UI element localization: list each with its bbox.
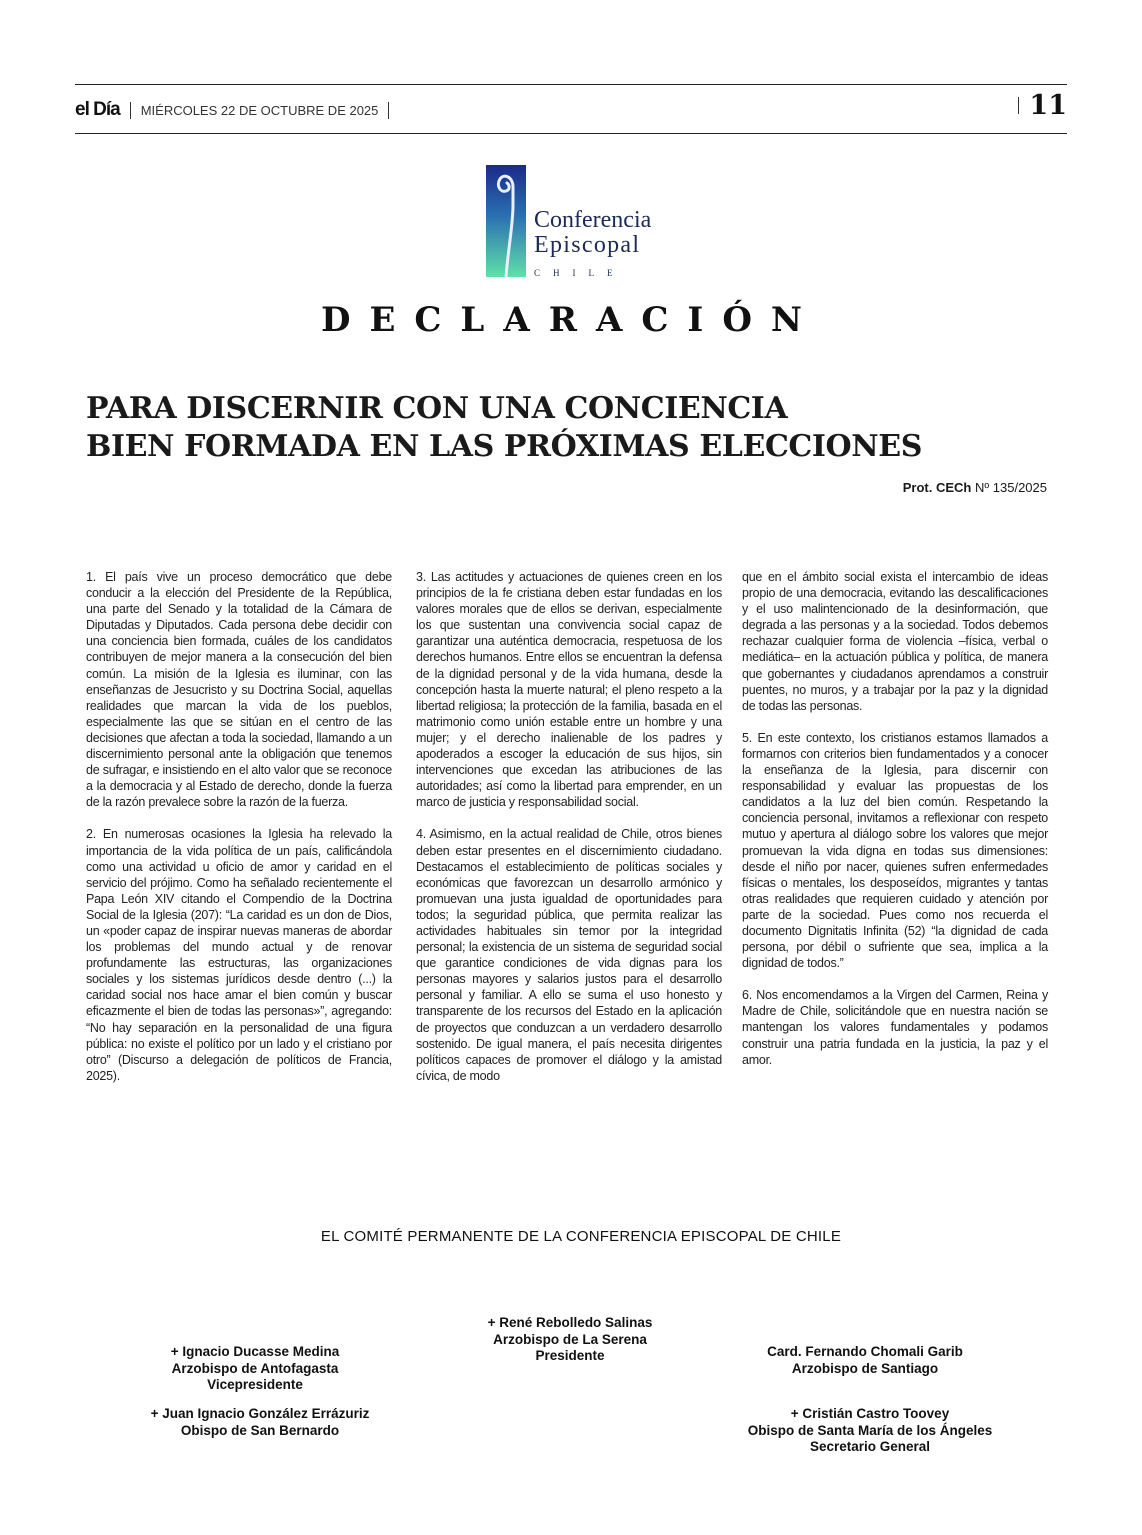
- protocol-number: Nº 135/2025: [975, 480, 1047, 495]
- signatory-name: + Ignacio Ducasse Medina: [170, 1344, 340, 1359]
- header-divider: [388, 102, 389, 119]
- signatory-role: Arzobispo de Antofagasta: [171, 1360, 339, 1376]
- text-column-3: [742, 569, 1048, 1084]
- signatory-vicepresident: [135, 1344, 375, 1394]
- signatory-role: Obispo de Santa María de los Ángeles: [747, 1422, 993, 1438]
- paragraph-1: 1. El país vive un proceso democrático que debe conducir a la elección del Presidente de la República, una parte del Senado y la totalidad de la Cámara de Diputadas y Diputados. Cada persona debe decidir con una conciencia bien formada, cuáles de los candidatos contribuyen de mejor manera a la consecución del bien común. La misión de la Iglesia es iluminar, con las enseñanzas de Jesucristo y su Doctrina Social, aquellas realidades que marcan la vida de los pueblos, especialmente las que se sitúan en el centro de las decisiones que afectan a toda la sociedad, llamando a un discernimiento personal ante la obligación que tenemos de sufragar, e insistiendo en el alto valor que se reconoce a la democracia y al Estado de derecho, donde la fuerza de la razón prevalece sobre la razón de la fuerza.: [86, 570, 392, 810]
- header-top-rule: [75, 84, 1067, 85]
- signatory-role: Obispo de San Bernardo: [180, 1422, 340, 1438]
- text-column-1: [86, 569, 392, 1100]
- committee-heading: EL COMITÉ PERMANENTE DE LA CONFERENCIA EPISCOPAL DE CHILE: [320, 1228, 842, 1245]
- page-number-block: [1008, 90, 1067, 121]
- text-column-2: [416, 569, 722, 1100]
- page-number: 11: [1029, 90, 1067, 121]
- signatory-name: + Juan Ignacio González Errázuriz: [150, 1406, 370, 1421]
- signatory-role: Arzobispo de La Serena: [493, 1331, 647, 1347]
- protocol-reference: [903, 480, 1047, 495]
- page-title: [86, 390, 1046, 466]
- logo-text-episcopal: Episcopal: [534, 232, 641, 258]
- issue-date: MIÉRCOLES 22 DE OCTUBRE DE 2025: [140, 102, 379, 118]
- page-number-divider: [1018, 97, 1019, 114]
- protocol-label: Prot. CECh: [902, 480, 972, 495]
- signatory-name: + Cristián Castro Toovey: [790, 1406, 950, 1421]
- signatory-role: Arzobispo de Santiago: [791, 1360, 939, 1376]
- paragraph-5: 5. En este contexto, los cristianos estamos llamados a formarnos con criterios bien fundamentados y a conocer la enseñanza de la Iglesia, para discernir con responsabilidad y evaluar las propuestas de los candidatos a la luz del bien común. Respetando la conciencia personal, invitamos a reflexionar con respeto mutuo y apertura al diálogo sobre los valores que mejor promuevan la vida digna en todas sus dimensiones: desde el niño por nacer, quienes sufren enfermedades físicas o mentales, los desposeídos, migrantes y tantas otras realidades que requieren cuidado y atención por parte de la sociedad. Pues como nos recuerda el documento Dignitatis Infinita (52) “la dignidad de cada persona, por débil o sufriente que sea, implica a la dignidad de todos.”: [742, 730, 1048, 971]
- signatory-title: Presidente: [535, 1348, 605, 1363]
- header-bottom-rule: [75, 133, 1067, 134]
- signatory-title: Secretario General: [809, 1439, 931, 1454]
- paragraph-4: 4. Asimismo, en la actual realidad de Chile, otros bienes deben estar presentes en el discernimiento ciudadano. Destacamos el establecimiento de políticas sociales y económicas que favorezcan un desarrollo armónico y promuevan una justa igualdad de oportunidades para todos; la seguridad pública, que permita realizar las actividades habituales sin temor por la integridad personal; la existencia de un sistema de seguridad social que garantice condiciones de vida dignas para los personas mayores y salarios justos para el desarrollo personal y familiar. A ello se suma el uso honesto y transparente de los recursos del Estado en la aplicación de proyectos que conduzcan a un verdadero desarrollo sostenido. De igual manera, el país necesita dirigentes políticos capaces de promover el diálogo y la amistad cívica, de modo: [416, 827, 722, 1083]
- title-line-2: BIEN FORMADA EN LAS PRÓXIMAS ELECCIONES: [86, 429, 923, 464]
- signatory-president: [470, 1315, 670, 1365]
- paragraph-6: 6. Nos encomendamos a la Virgen del Carmen, Reina y Madre de Chile, solicitándole que en nuestra nación se mantengan los valores fundamentales y podamos construir una patria fundada en la justicia, la paz y el amor.: [742, 988, 1048, 1067]
- newspaper-masthead: el Día: [75, 99, 120, 120]
- signatory-name: Card. Fernando Chomali Garib: [767, 1344, 963, 1359]
- conferencia-episcopal-logo: [486, 165, 656, 281]
- signatory-santiago: [745, 1344, 985, 1377]
- declaration-label: DECLARACIÓN: [320, 300, 822, 340]
- title-line-1: PARA DISCERNIR CON UNA CONCIENCIA: [86, 391, 788, 426]
- header-divider: [130, 102, 131, 119]
- paragraph-4-continued: que en el ámbito social exista el intercambio de ideas propio de una democracia, evitando las descalificaciones y el uso malintencionado de la desinformación, que degrada a las personas y a la sociedad. Todos debemos rechazar cualquier forma de violencia –física, verbal o mediática– en la actuación pública y política, de manera que gobernantes y ciudadanos aprendamos a construir puentes, no muros, y a trabajar por la paz y la dignidad de todas las personas.: [742, 570, 1048, 713]
- logo-text-chile: CHILE: [534, 268, 626, 278]
- signatory-secretary: [720, 1406, 1020, 1456]
- page-header: [75, 95, 399, 125]
- logo-text-conferencia: Conferencia: [534, 207, 652, 233]
- signatory-title: Vicepresidente: [207, 1377, 303, 1392]
- crozier-emblem-icon: [486, 165, 526, 277]
- signatory-san-bernardo: [115, 1406, 405, 1439]
- paragraph-3: 3. Las actitudes y actuaciones de quienes creen en los principios de la fe cristiana deben estar fundadas en los valores morales que de ellos se derivan, especialmente los que sustentan una convivencia social capaz de garantizar una auténtica democracia, respetuosa de los derechos humanos. Entre ellos se encuentran la defensa de la dignidad personal y de la vida humana, desde la concepción hasta la muerte natural; el pleno respeto a la libertad religiosa; la protección de la familia, basada en el matrimonio como unión estable entre un hombre y una mujer; y el derecho inalienable de los padres y apoderados a escoger la educación de sus hijos, sin intervenciones que excedan las atribuciones de las autoridades; así como la libertad para emprender, en un marco de justicia y responsabilidad social.: [416, 570, 722, 810]
- signatory-name: + René Rebolledo Salinas: [487, 1315, 653, 1330]
- paragraph-2: 2. En numerosas ocasiones la Iglesia ha relevado la importancia de la vida política de un país, calificándola como una actividad u oficio de amor y caridad en el servicio del prójimo. Como ha señalado recientemente el Papa León XIV citando el Compendio de la Doctrina Social de la Iglesia (207): “La caridad es un don de Dios, un «poder capaz de inspirar nuevas maneras de abordar los problemas del mundo actual y de renovar profundamente las estructuras, las organizaciones sociales y los sistemas jurídicos desde dentro (...) la caridad social nos hace amar el bien común y buscar eficazmente el bien de todas las personas»”, agregando: “No hay separación en la personalidad de una figura pública: no existe el político por un lado y el cristiano por otro” (Discurso a delegación de políticos de Francia, 2025).: [86, 827, 392, 1083]
